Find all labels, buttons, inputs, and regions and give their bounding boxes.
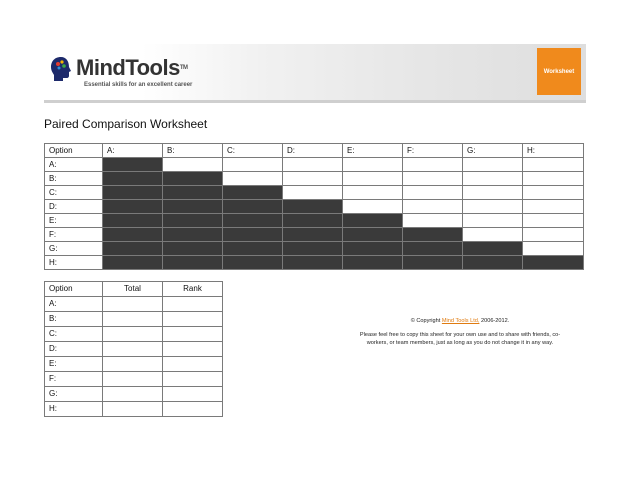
total-cell[interactable] (103, 312, 163, 327)
matrix-row-label: B: (45, 172, 103, 186)
ranking-row-label: A: (45, 297, 103, 312)
matrix-entry-cell[interactable] (223, 172, 283, 186)
matrix-entry-cell[interactable] (223, 158, 283, 172)
matrix-shaded-cell (163, 214, 223, 228)
total-cell[interactable] (103, 357, 163, 372)
logo-trademark: TM (179, 65, 188, 71)
ranking-row-label: C: (45, 327, 103, 342)
matrix-header-cell: E: (343, 144, 403, 158)
matrix-entry-cell[interactable] (403, 172, 463, 186)
matrix-shaded-cell (463, 256, 523, 270)
worksheet-badge: Worksheet (537, 48, 581, 95)
matrix-shaded-cell (163, 172, 223, 186)
matrix-shaded-cell (103, 256, 163, 270)
rank-cell[interactable] (163, 387, 223, 402)
ranking-row-label: F: (45, 372, 103, 387)
rank-cell[interactable] (163, 297, 223, 312)
matrix-entry-cell[interactable] (403, 186, 463, 200)
matrix-row (45, 158, 584, 172)
copyright-notice (355, 317, 565, 347)
paired-comparison-matrix (44, 143, 584, 270)
ranking-row-label: H: (45, 402, 103, 417)
matrix-entry-cell[interactable] (343, 158, 403, 172)
matrix-shaded-cell (163, 256, 223, 270)
copyright-note: Please feel free to copy this sheet for your own use and to share with friends, co-workers, or team members, just as long as you do not change it in any way. (359, 332, 561, 346)
matrix-header-cell: F: (403, 144, 463, 158)
ranking-header-cell: Rank (163, 282, 223, 297)
matrix-entry-cell[interactable] (523, 186, 584, 200)
total-cell[interactable] (103, 372, 163, 387)
matrix-entry-cell[interactable] (523, 200, 584, 214)
matrix-entry-cell[interactable] (403, 158, 463, 172)
matrix-row-label: G: (45, 242, 103, 256)
matrix-row-label: A: (45, 158, 103, 172)
matrix-entry-cell[interactable] (283, 172, 343, 186)
matrix-shaded-cell (283, 228, 343, 242)
copyright-prefix: © Copyright (410, 318, 441, 324)
matrix-header-cell: G: (463, 144, 523, 158)
tagline: Essential skills for an excellent career (84, 82, 193, 88)
matrix-shaded-cell (163, 228, 223, 242)
matrix-entry-cell[interactable] (403, 214, 463, 228)
matrix-row (45, 214, 584, 228)
rank-cell[interactable] (163, 327, 223, 342)
total-cell[interactable] (103, 297, 163, 312)
ranking-row (45, 297, 223, 312)
matrix-header-cell: A: (103, 144, 163, 158)
matrix-header-cell: H: (523, 144, 584, 158)
matrix-entry-cell[interactable] (523, 214, 584, 228)
matrix-shaded-cell (283, 242, 343, 256)
copyright-years: 2006-2012. (480, 318, 510, 324)
matrix-entry-cell[interactable] (463, 228, 523, 242)
rank-cell[interactable] (163, 357, 223, 372)
matrix-entry-cell[interactable] (283, 158, 343, 172)
ranking-header-cell: Total (103, 282, 163, 297)
matrix-shaded-cell (223, 186, 283, 200)
matrix-shaded-cell (163, 242, 223, 256)
matrix-entry-cell[interactable] (463, 186, 523, 200)
matrix-shaded-cell (523, 256, 584, 270)
matrix-row (45, 242, 584, 256)
ranking-row-label: D: (45, 342, 103, 357)
matrix-row-label: E: (45, 214, 103, 228)
header-banner (44, 44, 586, 103)
matrix-entry-cell[interactable] (523, 228, 584, 242)
total-cell[interactable] (103, 402, 163, 417)
ranking-row (45, 312, 223, 327)
ranking-row-label: B: (45, 312, 103, 327)
matrix-entry-cell[interactable] (343, 172, 403, 186)
matrix-header-cell: C: (223, 144, 283, 158)
rank-cell[interactable] (163, 402, 223, 417)
matrix-shaded-cell (343, 256, 403, 270)
matrix-row (45, 186, 584, 200)
head-icon (50, 56, 72, 82)
matrix-shaded-cell (223, 228, 283, 242)
matrix-entry-cell[interactable] (343, 186, 403, 200)
matrix-shaded-cell (223, 242, 283, 256)
matrix-entry-cell[interactable] (523, 242, 584, 256)
matrix-shaded-cell (103, 172, 163, 186)
matrix-shaded-cell (283, 214, 343, 228)
matrix-header-cell: Option (45, 144, 103, 158)
ranking-header-row (45, 282, 223, 297)
rank-cell[interactable] (163, 342, 223, 357)
matrix-shaded-cell (103, 200, 163, 214)
matrix-row (45, 256, 584, 270)
matrix-shaded-cell (343, 228, 403, 242)
total-cell[interactable] (103, 387, 163, 402)
matrix-row-label: C: (45, 186, 103, 200)
matrix-shaded-cell (223, 214, 283, 228)
matrix-row (45, 200, 584, 214)
matrix-entry-cell[interactable] (463, 200, 523, 214)
matrix-header-cell: B: (163, 144, 223, 158)
ranking-row (45, 342, 223, 357)
matrix-row-label: F: (45, 228, 103, 242)
rank-cell[interactable] (163, 312, 223, 327)
matrix-entry-cell[interactable] (283, 186, 343, 200)
matrix-shaded-cell (343, 214, 403, 228)
matrix-entry-cell[interactable] (343, 200, 403, 214)
matrix-row-label: D: (45, 200, 103, 214)
matrix-shaded-cell (103, 186, 163, 200)
matrix-row-label: H: (45, 256, 103, 270)
matrix-entry-cell[interactable] (463, 158, 523, 172)
ranking-row (45, 402, 223, 417)
matrix-entry-cell[interactable] (523, 172, 584, 186)
matrix-row (45, 228, 584, 242)
matrix-shaded-cell (163, 186, 223, 200)
ranking-row-label: E: (45, 357, 103, 372)
matrix-shaded-cell (103, 242, 163, 256)
ranking-row (45, 327, 223, 342)
matrix-entry-cell[interactable] (463, 214, 523, 228)
matrix-shaded-cell (283, 200, 343, 214)
matrix-row (45, 172, 584, 186)
matrix-shaded-cell (103, 158, 163, 172)
matrix-entry-cell[interactable] (463, 172, 523, 186)
total-cell[interactable] (103, 342, 163, 357)
mindtools-link[interactable]: Mind Tools Ltd, (441, 318, 480, 324)
matrix-header-cell: D: (283, 144, 343, 158)
ranking-row-label: G: (45, 387, 103, 402)
matrix-entry-cell[interactable] (163, 158, 223, 172)
ranking-row (45, 357, 223, 372)
matrix-shaded-cell (463, 242, 523, 256)
ranking-row (45, 387, 223, 402)
matrix-header-row (45, 144, 584, 158)
rank-cell[interactable] (163, 372, 223, 387)
matrix-shaded-cell (223, 256, 283, 270)
logo-text: MindTools (76, 55, 180, 80)
matrix-shaded-cell (103, 214, 163, 228)
total-cell[interactable] (103, 327, 163, 342)
ranking-header-cell: Option (45, 282, 103, 297)
matrix-shaded-cell (403, 228, 463, 242)
matrix-shaded-cell (163, 200, 223, 214)
matrix-entry-cell[interactable] (523, 158, 584, 172)
matrix-shaded-cell (283, 256, 343, 270)
matrix-shaded-cell (403, 242, 463, 256)
page-title: Paired Comparison Worksheet (44, 117, 208, 131)
matrix-entry-cell[interactable] (403, 200, 463, 214)
matrix-shaded-cell (223, 200, 283, 214)
matrix-shaded-cell (103, 228, 163, 242)
ranking-table (44, 281, 223, 417)
matrix-shaded-cell (403, 256, 463, 270)
matrix-shaded-cell (343, 242, 403, 256)
ranking-row (45, 372, 223, 387)
logo (76, 57, 188, 79)
